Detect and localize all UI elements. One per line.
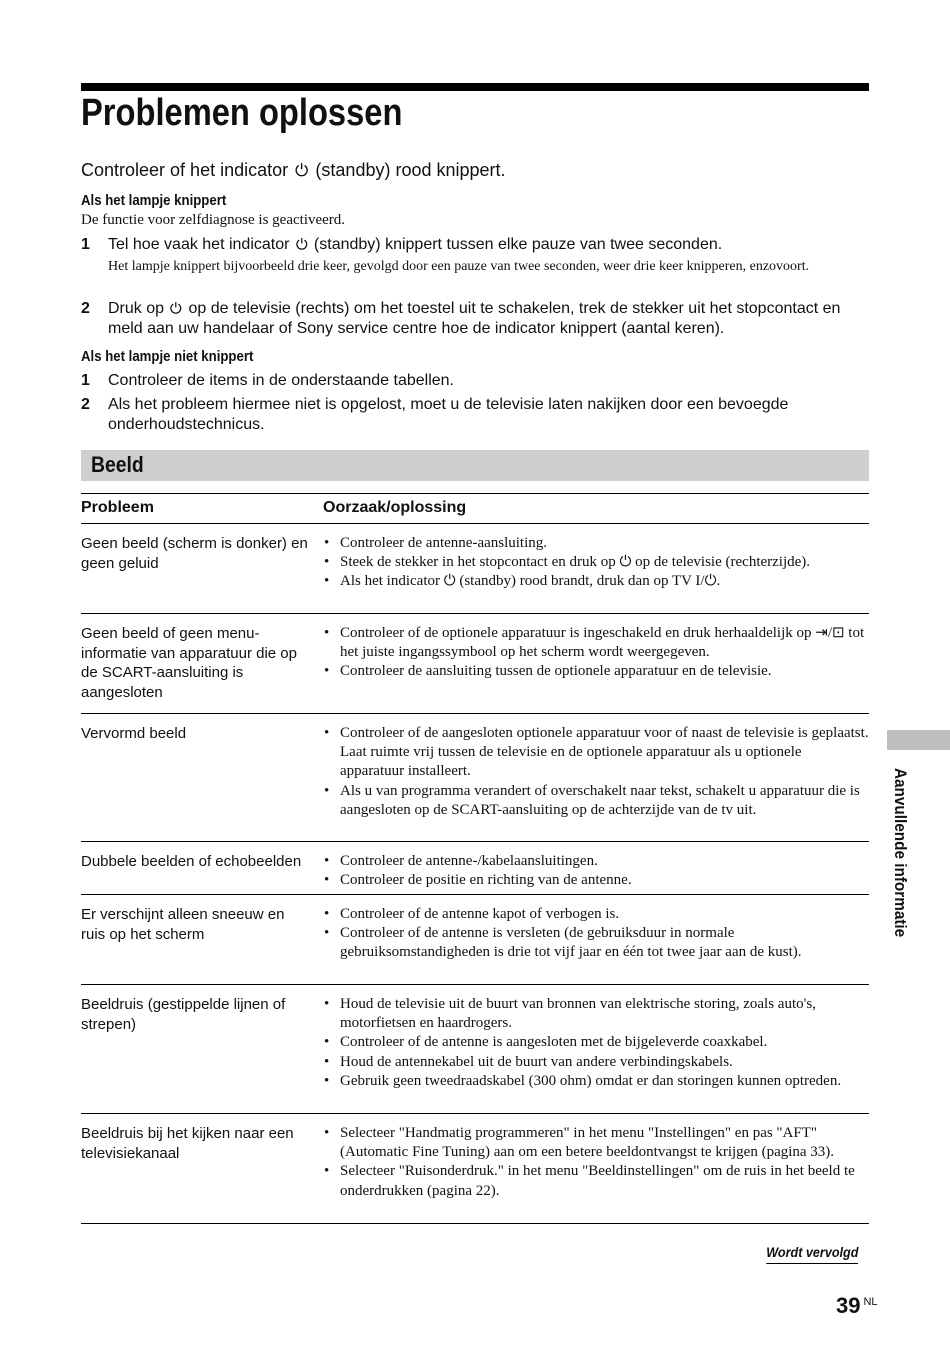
solution-item: • Controleer de antenne-/kabelaansluitingen. [323,852,869,871]
page-number [836,1293,878,1319]
section-title: Beeld [91,452,144,477]
solution-item: • Selecteer "Handmatig programmeren" in het menu "Instellingen" en pas "AFT" (Automatic Fine Tuning) aan om een betere beeldontvangst te krijgen (pagina 33). [323,1124,869,1162]
table-row [81,895,869,985]
intro-text-before: Controleer of het indicator [81,160,294,180]
solution-item: • Selecteer "Ruisonderdruk." in het menu "Beeldinstellingen" om de ruis in het beeld te onderdrukken (pagina 22). [323,1162,869,1200]
solution-item: • Controleer of de antenne is versleten (de gebruiksduur in normale gebruiksomstandigheden is drie tot vijf jaar en één tot twee jaar aan de kust). [323,924,869,962]
solution-item: • Controleer de positie en richting van de antenne. [323,871,869,890]
intro-text-after: (standby) rood knippert. [310,160,506,180]
page-language: NL [863,1296,878,1308]
step-text: Controleer de items in de onderstaande tabellen. [108,372,454,389]
intro-text [81,160,506,181]
solution-item: • Controleer of de antenne kapot of verbogen is. [323,905,869,924]
table-header [81,493,869,524]
step-text [108,299,873,339]
step-number: 1 [81,372,90,389]
not-blinking-heading: Als het lampje niet knippert [81,348,254,365]
standby-icon [295,237,309,251]
continued-label: Wordt vervolgd [766,1244,858,1264]
solution-item: • Controleer of de antenne is aangesloten met de bijgeleverde coaxkabel. [323,1033,869,1052]
problem-cell: Er verschijnt alleen sneeuw en ruis op het scherm [81,906,285,943]
standby-icon [294,162,309,177]
solution-cell [323,905,869,963]
solution-cell [323,624,869,682]
table-row [81,524,869,614]
solution-cell [323,1124,869,1201]
problem-cell: Beeldruis (gestippelde lijnen of strepen) [81,996,286,1033]
step-text-before: Tel hoe vaak het indicator [108,236,294,253]
blinking-subtext: De functie voor zelfdiagnose is geactiveerd. [81,212,346,228]
problem-cell: Dubbele beelden of echobeelden [81,853,302,870]
page-title: Problemen oplossen [81,92,403,134]
step-text-before: Druk op [108,300,169,317]
solution-cell [323,852,869,890]
step-text-after: (standby) knippert tussen elke pauze van twee seconden. [309,236,723,253]
table-row [81,985,869,1114]
blinking-step-1-note: Het lampje knippert bijvoorbeeld drie keer, gevolgd door een pauze van twee seconden, weer drie keer knipperen, enzovoort. [108,259,810,274]
solution-item: • Houd de antennekabel uit de buurt van andere verbindingskabels. [323,1053,869,1072]
blinking-heading: Als het lampje knippert [81,192,227,209]
step-text: Als het probleem hiermee niet is opgelost, moet u de televisie laten nakijken door een bevoegde onderhoudstechnicus. [108,396,789,433]
side-tab-label: Aanvullende informatie [891,768,910,938]
standby-icon [169,301,183,315]
problem-cell: Vervormd beeld [81,725,187,742]
solution-item: • Als het indicator ⏻ (standby) rood brandt, druk dan op TV I/⏻. [323,572,869,591]
solution-item: • Controleer de aansluiting tussen de optionele apparatuur en de televisie. [323,662,869,681]
solution-item: • Controleer de antenne-aansluiting. [323,534,869,553]
column-header-problem: Probleem [81,499,154,516]
problem-cell: Geen beeld (scherm is donker) en geen geluid [81,535,308,572]
solution-cell [323,995,869,1091]
step-number: 2 [81,300,90,317]
step-number: 2 [81,396,90,413]
solution-item: • Gebruik geen tweedraadskabel (300 ohm) omdat er dan storingen kunnen optreden. [323,1072,869,1091]
section-header-beeld [81,450,869,481]
table-row [81,842,869,895]
solution-item: • Controleer of de aangesloten optionele apparatuur voor of naast de televisie is geplaatst. Laat ruimte vrij tussen de televisie en de optionele apparatuur als u optionele apparatuur installeert. [323,724,869,782]
solution-item: • Steek de stekker in het stopcontact en druk op ⏻ op de televisie (rechterzijde). [323,553,869,572]
solution-cell [323,724,869,820]
solution-cell [323,534,869,592]
step-text [108,235,873,255]
solution-item: • Als u van programma verandert of overschakelt naar tekst, schakelt u apparatuur die is aangesloten op de SCART-aansluiting op de achterzijde van de tv uit. [323,782,869,820]
solution-item: • Controleer of de optionele apparatuur is ingeschakeld en druk herhaaldelijk op ⇥/⊡ tot het juiste ingangssymbool op het scherm wordt weergegeven. [323,624,869,662]
side-tab-marker [887,730,950,750]
troubleshooting-table [81,493,869,1224]
problem-cell: Beeldruis bij het kijken naar een televisiekanaal [81,1125,294,1162]
table-row [81,614,869,714]
title-rule [81,83,869,91]
problem-cell: Geen beeld of geen menu-informatie van apparatuur die op de SCART-aansluiting is aangesloten [81,625,297,701]
step-text-after: op de televisie (rechts) om het toestel uit te schakelen, trek de stekker uit het stopcontact en meld aan uw handelaar of Sony service centre hoe de indicator knippert (aantal keren). [108,300,841,337]
table-body [81,524,869,1224]
solution-item: • Houd de televisie uit de buurt van bronnen van elektrische storing, zoals auto's, motorfietsen en haardrogers. [323,995,869,1033]
page-number-value: 39 [836,1293,861,1318]
table-row [81,1114,869,1224]
table-row [81,714,869,842]
step-number: 1 [81,236,90,253]
column-header-solution: Oorzaak/oplossing [323,499,467,516]
